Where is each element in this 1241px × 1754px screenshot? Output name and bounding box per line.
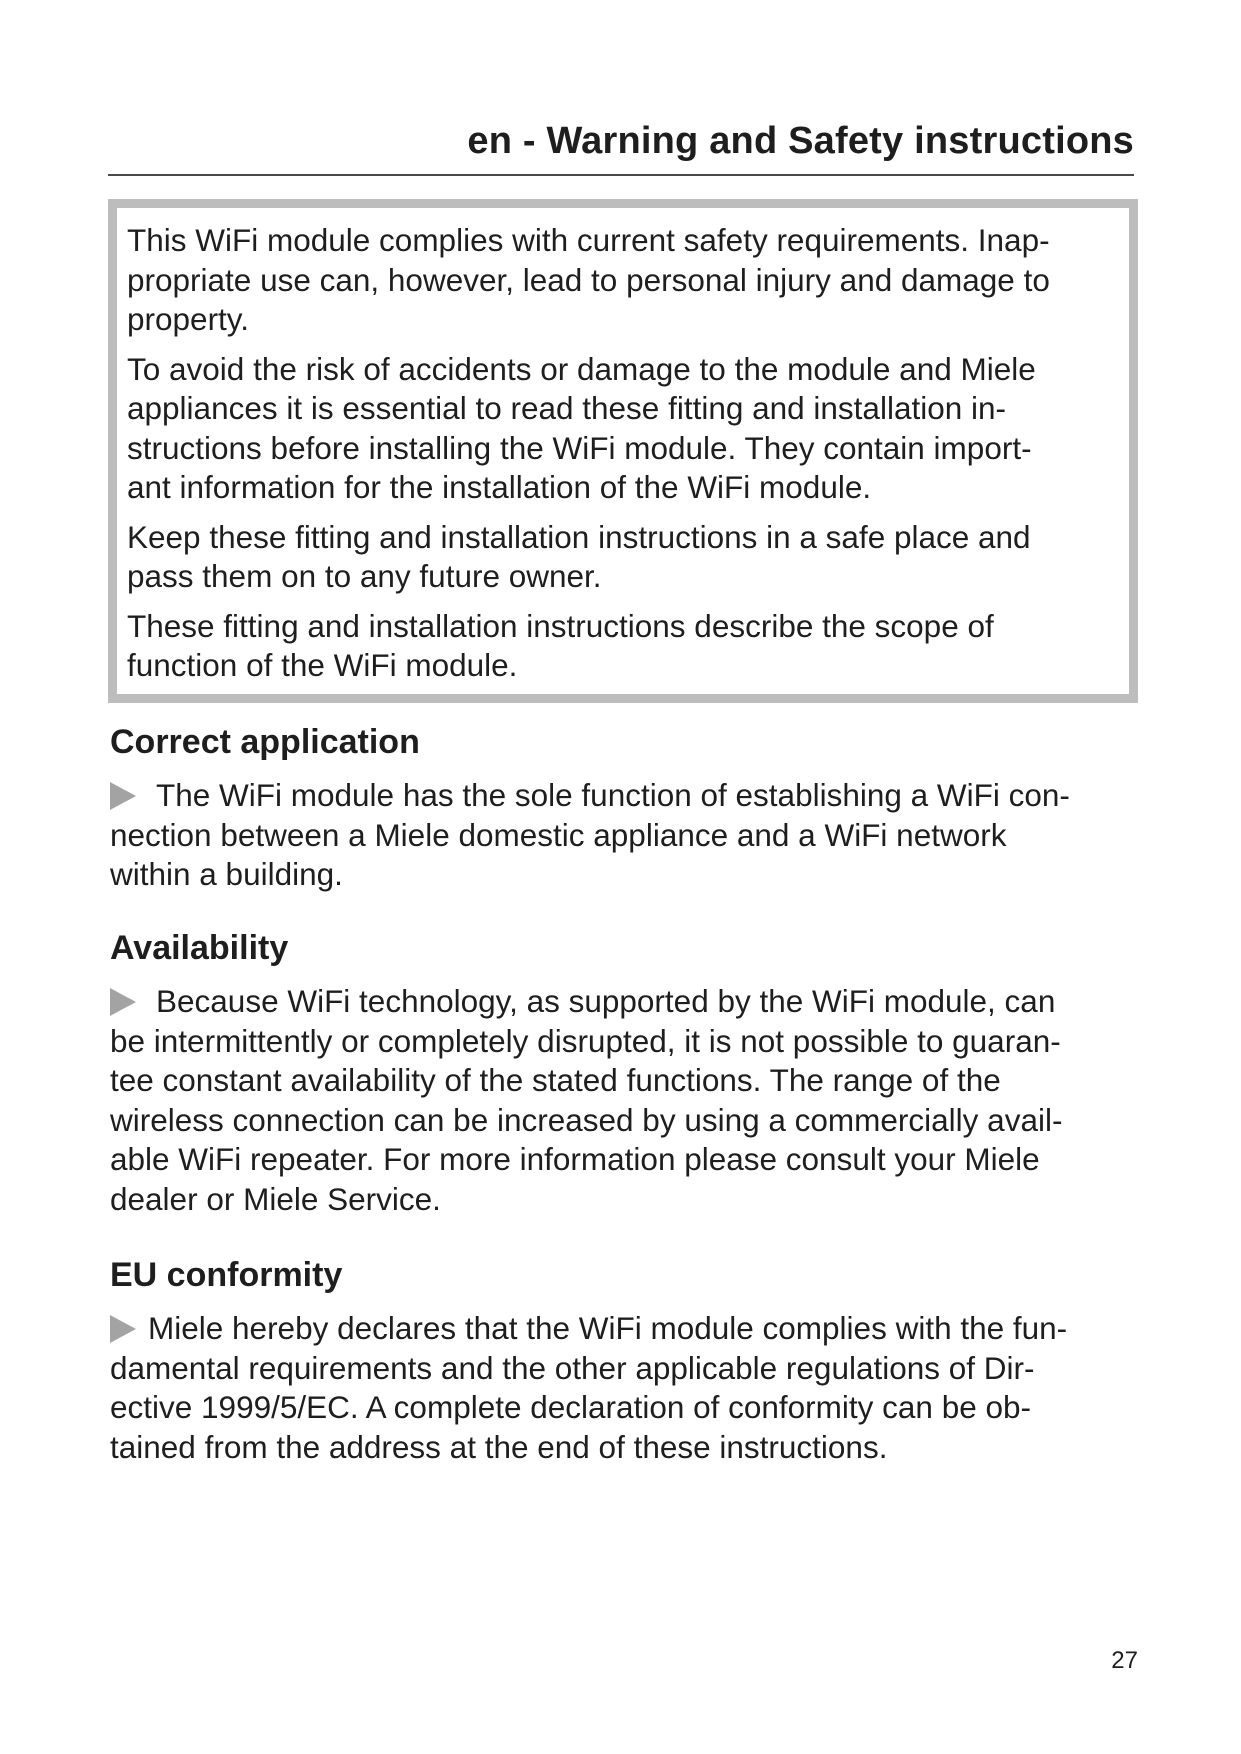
safety-notice-box — [108, 199, 1138, 703]
notice-paragraph-scope — [127, 607, 1119, 686]
text-line: be intermittently or completely disrupted, it is not possible to guaran- — [110, 1022, 1061, 1059]
section-body — [110, 776, 1140, 895]
text-line: These fitting and installation instructions describe the scope of — [127, 607, 994, 644]
text-line: nection between a Miele domestic appliance and a WiFi network — [110, 816, 1007, 853]
text-line: dealer or Miele Service. — [110, 1180, 441, 1217]
section-availability — [110, 928, 1140, 1219]
section-body — [110, 982, 1140, 1219]
text-line: propriate use can, however, lead to personal injury and damage to — [127, 261, 1050, 298]
text-line: damental requirements and the other applicable regulations of Dir- — [110, 1349, 1035, 1386]
page-title: en - Warning and Safety instructions — [467, 120, 1134, 162]
text-line: The WiFi module has the sole function of establishing a WiFi con- — [156, 777, 1070, 813]
text-line: To avoid the risk of accidents or damage to the module and Miele — [127, 350, 1036, 387]
text-line: appliances it is essential to read these fitting and installation in- — [127, 390, 1007, 426]
text-line: Keep these fitting and installation instructions in a safe place and — [127, 518, 1031, 555]
section-heading: Correct application — [110, 723, 420, 761]
text-line: structions before installing the WiFi module. They contain import- — [127, 429, 1032, 466]
text-line: wireless connection can be increased by using a commercially avail- — [110, 1101, 1063, 1138]
text-line: within a building. — [110, 856, 343, 892]
triangle-bullet-icon — [110, 988, 136, 1016]
triangle-bullet-icon — [110, 1315, 136, 1343]
text-line: This WiFi module complies with current safety requirements. Inap- — [127, 222, 1050, 258]
section-correct-application — [110, 722, 1140, 895]
text-line: able WiFi repeater. For more information please consult your Miele — [110, 1141, 1040, 1177]
text-line: tee constant availability of the stated functions. The range of the — [110, 1062, 1001, 1098]
text-line: ant information for the installation of the WiFi module. — [127, 469, 872, 505]
text-line: tained from the address at the end of these instructions. — [110, 1428, 888, 1465]
section-body — [110, 1309, 1140, 1467]
section-heading: EU conformity — [110, 1256, 343, 1294]
text-line: ective 1999/5/EC. A complete declaration of conformity can be ob- — [110, 1389, 1032, 1425]
notice-paragraph-keep-instructions — [127, 518, 1119, 597]
text-line: pass them on to any future owner. — [127, 558, 602, 594]
text-line: property. — [127, 301, 249, 337]
text-line: Miele hereby declares that the WiFi module complies with the fun- — [148, 1310, 1068, 1346]
notice-paragraph-compliance — [127, 221, 1119, 340]
triangle-bullet-icon — [110, 782, 136, 810]
section-heading: Availability — [110, 929, 289, 967]
section-eu-conformity — [110, 1255, 1140, 1467]
notice-paragraph-read-instructions — [127, 350, 1119, 508]
page-header — [108, 116, 1134, 176]
text-line: function of the WiFi module. — [127, 647, 518, 683]
text-line: Because WiFi technology, as supported by the WiFi module, can — [156, 983, 1056, 1019]
page-number: 27 — [1111, 1647, 1138, 1674]
